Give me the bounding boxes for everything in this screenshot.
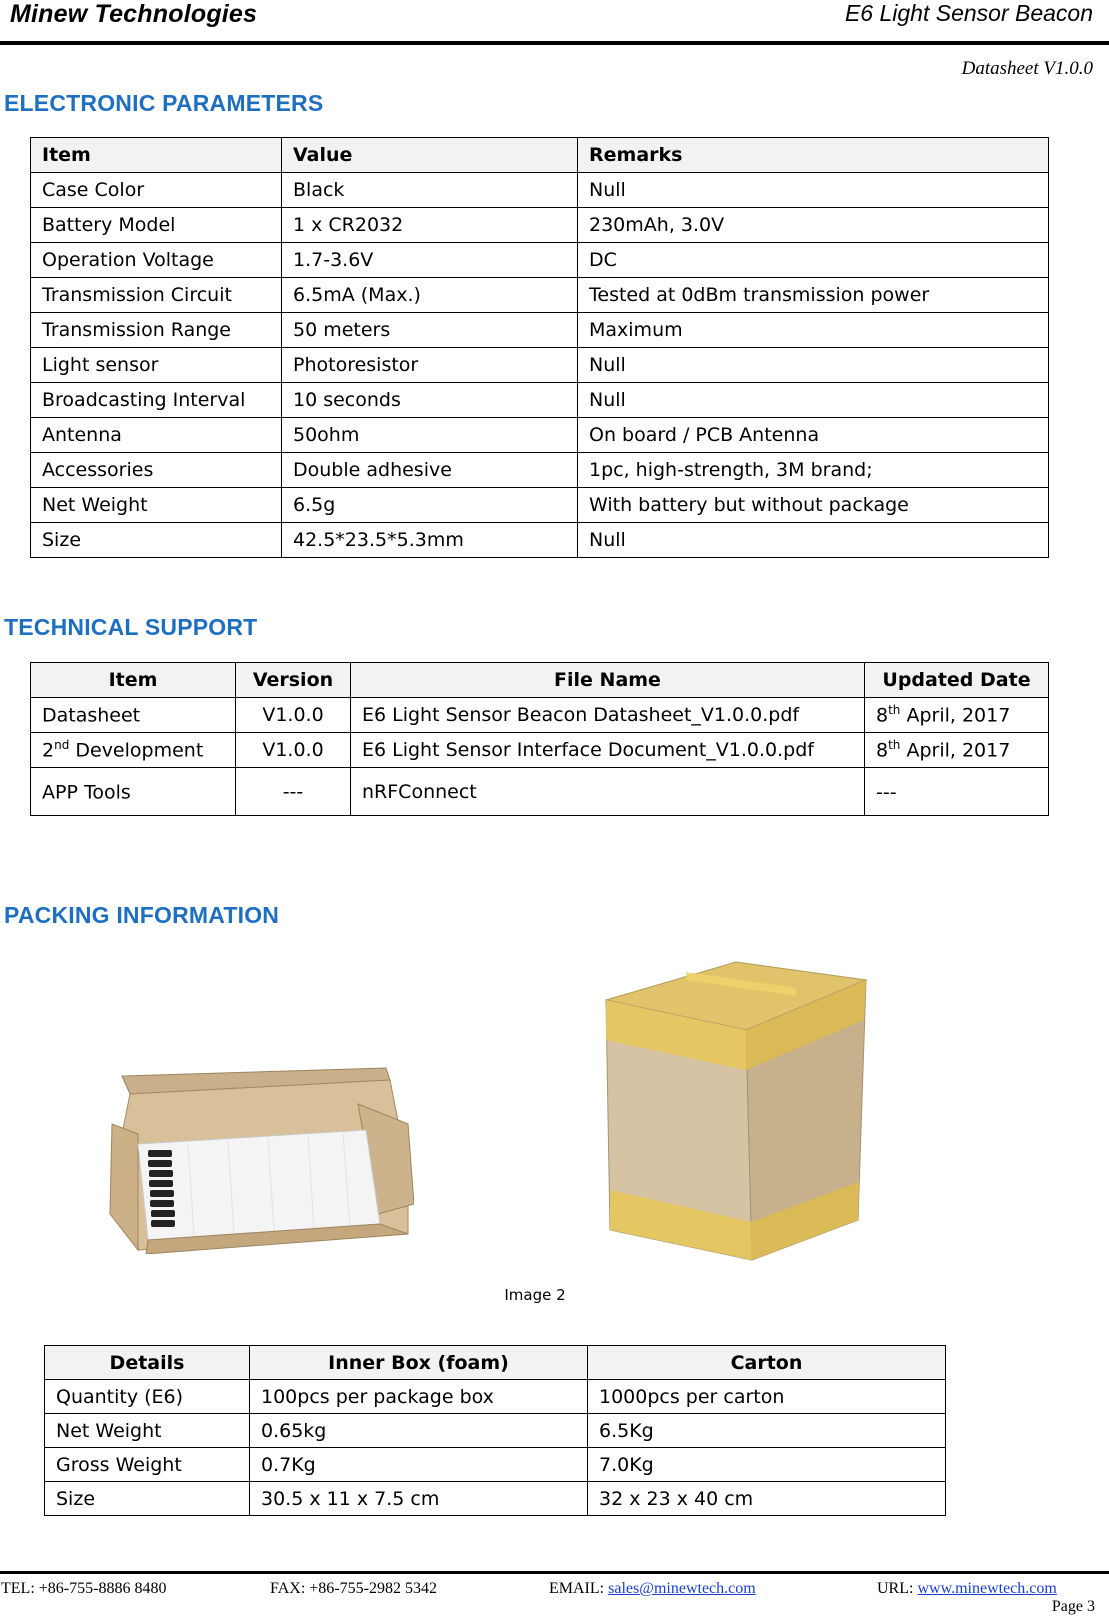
- product-name: E6 Light Sensor Beacon: [844, 0, 1093, 26]
- header-divider: [0, 41, 1109, 45]
- table-header-row: [31, 138, 1049, 173]
- table-row: [45, 1482, 946, 1516]
- table-cell: Maximum: [578, 313, 1049, 348]
- table-cell: Null: [578, 383, 1049, 418]
- table-cell: With battery but without package: [578, 488, 1049, 523]
- column-header: Carton: [588, 1346, 946, 1380]
- table-cell: 6.5g: [282, 488, 578, 523]
- table-cell: [865, 733, 1049, 768]
- website-link[interactable]: www.minewtech.com: [917, 1580, 1057, 1597]
- superscript: th: [888, 703, 901, 718]
- table-cell: Tested at 0dBm transmission power: [578, 278, 1049, 313]
- table-header-row: [31, 663, 1049, 698]
- column-header: Updated Date: [865, 663, 1049, 698]
- table-cell: [865, 698, 1049, 733]
- table-cell: [865, 768, 1049, 816]
- table-cell: Null: [578, 348, 1049, 383]
- table-cell: [351, 733, 865, 768]
- table-cell: Quantity (E6): [45, 1380, 250, 1414]
- footer-url-label: URL:: [877, 1580, 918, 1597]
- superscript: th: [888, 738, 901, 753]
- cell-text: Datasheet: [42, 704, 141, 727]
- column-header: Remarks: [578, 138, 1049, 173]
- cell-text: ---: [876, 781, 897, 804]
- table-cell: 230mAh, 3.0V: [578, 208, 1049, 243]
- table-cell: 7.0Kg: [588, 1448, 946, 1482]
- table-cell: DC: [578, 243, 1049, 278]
- table-cell: 10 seconds: [282, 383, 578, 418]
- company-name: Minew Technologies: [10, 0, 258, 28]
- table-cell: Net Weight: [45, 1414, 250, 1448]
- table-row: [31, 348, 1049, 383]
- cell-text: April, 2017: [900, 704, 1011, 727]
- table-cell: Null: [578, 523, 1049, 558]
- table-cell: 42.5*23.5*5.3mm: [282, 523, 578, 558]
- table-cell: 32 x 23 x 40 cm: [588, 1482, 946, 1516]
- table-cell: 100pcs per package box: [250, 1380, 588, 1414]
- table-cell: Null: [578, 173, 1049, 208]
- footer-fax: FAX: +86-755-2982 5342: [270, 1580, 437, 1597]
- column-header: Version: [236, 663, 351, 698]
- table-cell: Battery Model: [31, 208, 282, 243]
- table-cell: 30.5 x 11 x 7.5 cm: [250, 1482, 588, 1516]
- table-cell: 6.5mA (Max.): [282, 278, 578, 313]
- table-cell: [236, 768, 351, 816]
- table-row: [31, 733, 1049, 768]
- table-cell: Transmission Range: [31, 313, 282, 348]
- cell-text: 2: [42, 739, 55, 762]
- inner-box-photo: [108, 1064, 414, 1254]
- table-row: [31, 418, 1049, 453]
- table-cell: Light sensor: [31, 348, 282, 383]
- table-row: [31, 698, 1049, 733]
- cell-text: E6 Light Sensor Beacon Datasheet_V1.0.0.pdf: [362, 704, 800, 726]
- table-row: [31, 313, 1049, 348]
- table-row: [31, 488, 1049, 523]
- table-row: [31, 173, 1049, 208]
- electronic-parameters-table: [30, 137, 1049, 558]
- column-header: Item: [31, 138, 282, 173]
- packing-information-table: [44, 1345, 946, 1516]
- column-header: Inner Box (foam): [250, 1346, 588, 1380]
- table-cell: 50ohm: [282, 418, 578, 453]
- table-cell: Photoresistor: [282, 348, 578, 383]
- table-cell: [351, 768, 865, 816]
- table-cell: 6.5Kg: [588, 1414, 946, 1448]
- page-number: Page 3: [1051, 1598, 1095, 1615]
- table-cell: 1pc, high-strength, 3M brand;: [578, 453, 1049, 488]
- email-link[interactable]: sales@minewtech.com: [608, 1580, 756, 1597]
- table-cell: [31, 698, 236, 733]
- table-row: [45, 1448, 946, 1482]
- table-cell: 0.65kg: [250, 1414, 588, 1448]
- table-cell: Size: [45, 1482, 250, 1516]
- footer-divider: [0, 1571, 1109, 1574]
- table-header-row: [45, 1346, 946, 1380]
- cell-text: E6 Light Sensor Interface Document_V1.0.0.pdf: [362, 739, 814, 761]
- cell-text: V1.0.0: [262, 739, 324, 761]
- table-row: [31, 768, 1049, 816]
- table-row: [31, 453, 1049, 488]
- section-title-technical: TECHNICAL SUPPORT: [4, 614, 258, 640]
- column-header: File Name: [351, 663, 865, 698]
- footer-url: [877, 1580, 1057, 1598]
- footer-email-label: EMAIL:: [549, 1580, 609, 1597]
- table-row: [45, 1414, 946, 1448]
- section-title-packing: PACKING INFORMATION: [4, 902, 280, 928]
- table-row: [31, 383, 1049, 418]
- footer-email: [549, 1580, 756, 1598]
- table-cell: [31, 768, 236, 816]
- cell-text: V1.0.0: [262, 704, 324, 726]
- table-cell: [31, 733, 236, 768]
- carton-photo: [596, 960, 868, 1262]
- cell-text: ---: [282, 780, 304, 803]
- table-cell: On board / PCB Antenna: [578, 418, 1049, 453]
- table-cell: [351, 698, 865, 733]
- table-row: [31, 243, 1049, 278]
- cell-text: APP Tools: [42, 781, 131, 804]
- table-cell: Accessories: [31, 453, 282, 488]
- table-cell: Size: [31, 523, 282, 558]
- cell-text: nRFConnect: [362, 780, 477, 803]
- table-row: [45, 1380, 946, 1414]
- table-cell: 50 meters: [282, 313, 578, 348]
- cell-text: 8: [876, 704, 889, 727]
- section-title-electronic: ELECTRONIC PARAMETERS: [4, 90, 324, 116]
- column-header: Value: [282, 138, 578, 173]
- table-cell: [236, 698, 351, 733]
- datasheet-version: Datasheet V1.0.0: [961, 58, 1093, 79]
- table-cell: Case Color: [31, 173, 282, 208]
- column-header: Details: [45, 1346, 250, 1380]
- table-cell: [236, 733, 351, 768]
- table-cell: Broadcasting Interval: [31, 383, 282, 418]
- table-cell: Net Weight: [31, 488, 282, 523]
- technical-support-table: [30, 662, 1049, 816]
- table-cell: 1.7-3.6V: [282, 243, 578, 278]
- column-header: Item: [31, 663, 236, 698]
- table-cell: Antenna: [31, 418, 282, 453]
- table-row: [31, 208, 1049, 243]
- footer-tel: TEL: +86-755-8886 8480: [1, 1580, 167, 1597]
- table-cell: 1 x CR2032: [282, 208, 578, 243]
- cell-text: Development: [69, 739, 204, 762]
- table-row: [31, 523, 1049, 558]
- table-cell: Gross Weight: [45, 1448, 250, 1482]
- table-row: [31, 278, 1049, 313]
- cell-text: April, 2017: [900, 739, 1011, 762]
- table-cell: 1000pcs per carton: [588, 1380, 946, 1414]
- table-cell: Transmission Circuit: [31, 278, 282, 313]
- table-cell: Black: [282, 173, 578, 208]
- superscript: nd: [54, 738, 70, 753]
- table-cell: Double adhesive: [282, 453, 578, 488]
- table-cell: 0.7Kg: [250, 1448, 588, 1482]
- image-caption: Image 2: [504, 1286, 566, 1304]
- table-cell: Operation Voltage: [31, 243, 282, 278]
- cell-text: 8: [876, 739, 889, 762]
